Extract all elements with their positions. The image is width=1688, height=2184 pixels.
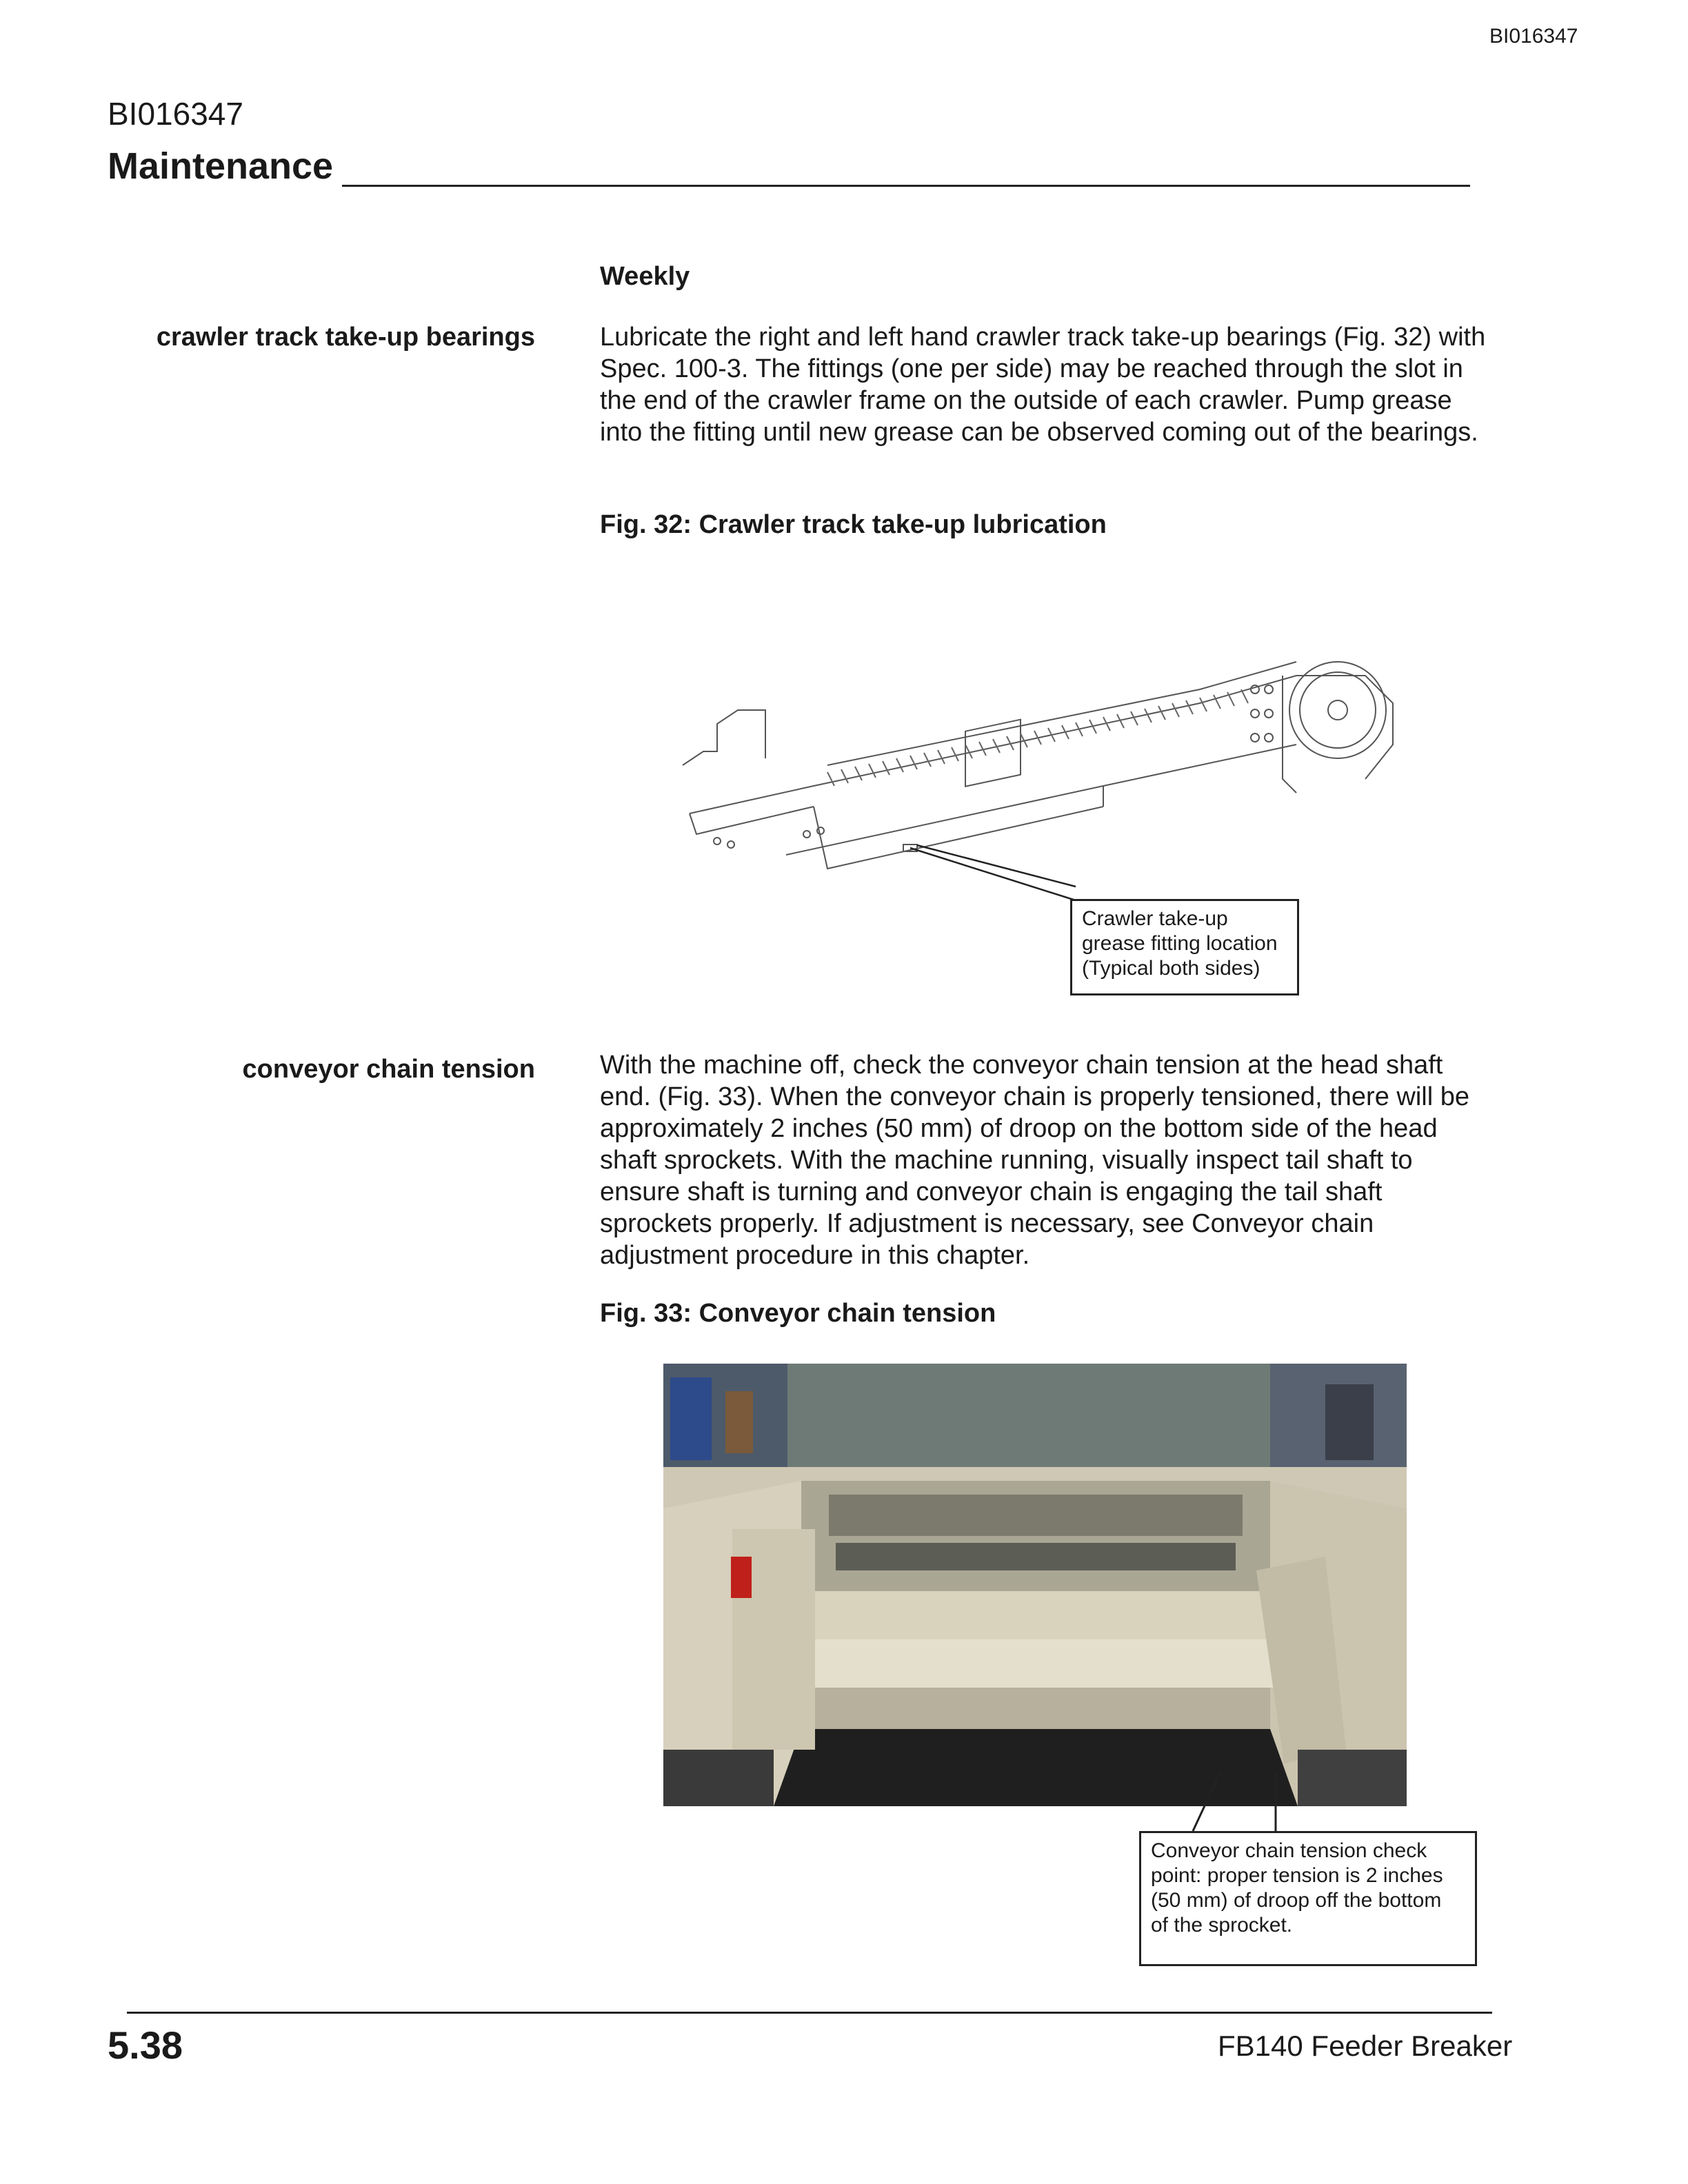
section-title: Maintenance	[108, 145, 334, 187]
callout-leader-lines	[1172, 1765, 1310, 1841]
callout-crawler-grease-fitting	[1070, 899, 1299, 995]
product-name: FB140 Feeder Breaker	[1218, 2030, 1513, 2062]
side-label-conveyor-chain: conveyor chain tension	[242, 1055, 535, 1084]
callout-line: grease fitting location	[1082, 932, 1278, 955]
doc-id-top: BI016347	[1489, 25, 1578, 48]
callout-line: point: proper tension is 2 inches	[1151, 1864, 1443, 1887]
page-number: 5.38	[108, 2023, 183, 2067]
callout-line: (50 mm) of droop off the bottom	[1151, 1889, 1442, 1912]
crawler-track-drawing	[676, 586, 1420, 910]
figure-32-caption: Fig. 32: Crawler track take-up lubrication	[600, 510, 1107, 539]
callout-line: of the sprocket.	[1151, 1914, 1293, 1937]
callout-line: Crawler take-up	[1082, 907, 1228, 930]
figure-33-caption: Fig. 33: Conveyor chain tension	[600, 1299, 996, 1328]
conveyor-photo	[663, 1364, 1407, 1806]
schedule-heading: Weekly	[600, 262, 690, 291]
title-underline	[342, 185, 1470, 187]
callout-chain-tension-check	[1139, 1831, 1477, 1966]
side-label-crawler-bearings: crawler track take-up bearings	[156, 323, 535, 352]
paragraph-crawler-bearings: Lubricate the right and left hand crawler track take-up bearings (Fig. 32) with Spec. 100-3. The fittings (one per side) may be reached through the slot in the end of the crawler frame on the outside of each crawler. Pump grease into the fitting until new grease can be observed coming out of the bearings.	[600, 323, 1486, 447]
callout-line: (Typical both sides)	[1082, 957, 1260, 980]
footer-rule	[127, 2012, 1492, 2014]
paragraph-conveyor-chain: With the machine off, check the conveyor chain tension at the head shaft end. (Fig. 33). When the conveyor chain is properly tensioned, there will be approximately 2 inches (50 mm) of droop on the bottom side of the head shaft sprockets. With the machine running, visually inspect tail shaft to ensure shaft is turning and conveyor chain is engaging the tail shaft sprockets properly. If adjustment is necessary, see Conveyor chain adjustment procedure in this chapter.	[600, 1051, 1469, 1270]
doc-id: BI016347	[108, 96, 243, 132]
callout-line: Conveyor chain tension check	[1151, 1839, 1427, 1862]
